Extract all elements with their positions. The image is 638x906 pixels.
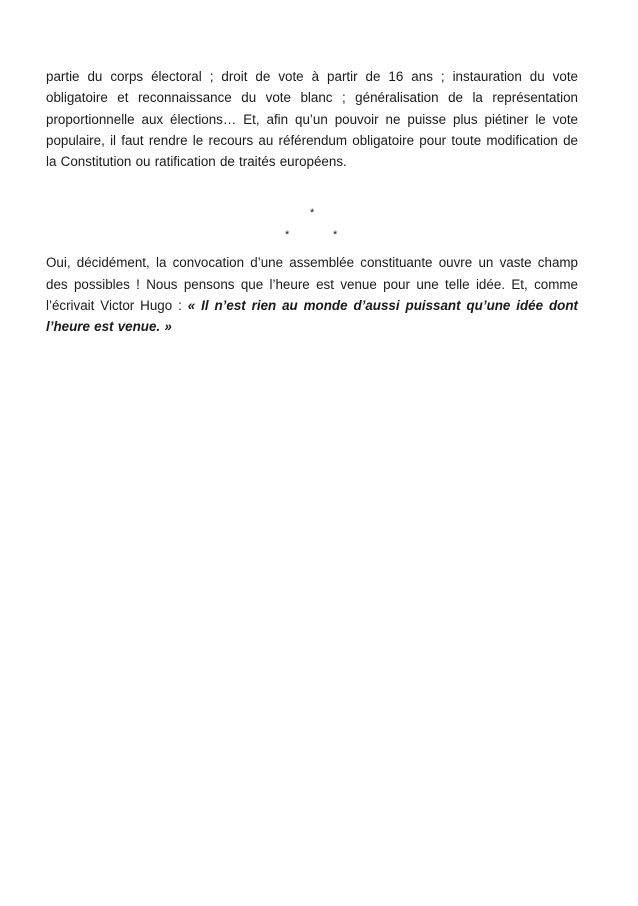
asterism-star-right: *: [333, 229, 338, 242]
paragraph-2-text: Oui, décidément, la convocation d’une assemblée constituante ouvre un vaste champ des possibles ! Nous pensons que l’heure est venue pour une telle idée. Et, comme l’écrivait Victor Hugo :: [46, 255, 578, 314]
paragraph-1: partie du corps électoral ; droit de vote à partir de 16 ans ; instauration du vote obligatoire et reconnaissance du vote blanc ; généralisation de la représentation proportionnelle aux élections… Et, afin qu’un pouvoir ne puisse plus piétiner le vote populaire, il faut rendre le recours au référendum obligatoire pour toute modification de la Constitution ou ratification de traités européens.: [46, 69, 578, 170]
asterism-separator: [46, 172, 578, 252]
asterism-star-top: *: [310, 207, 315, 220]
document-page: [46, 66, 578, 338]
paragraph-2: [46, 252, 578, 337]
victor-hugo-quote: « Il n’est rien au monde d’aussi puissant qu’une idée dont l’heure est venue. »: [46, 298, 578, 335]
asterism-star-left: *: [285, 229, 290, 242]
